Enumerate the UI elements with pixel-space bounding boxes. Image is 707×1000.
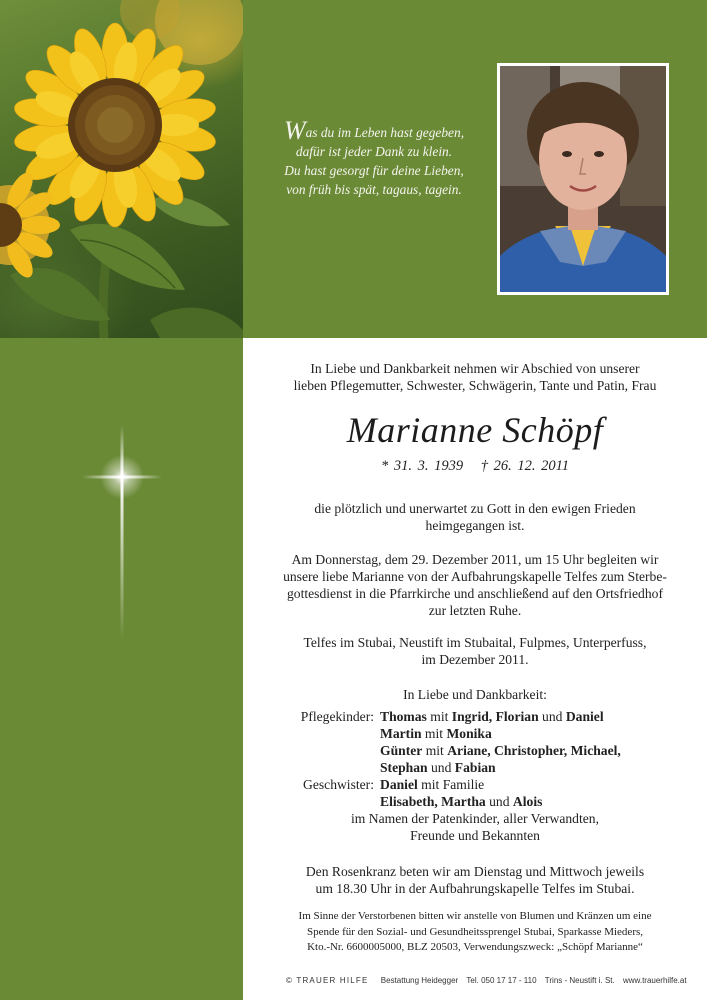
memorial-verse — [258, 116, 490, 199]
foster-conj: mit — [426, 709, 452, 724]
funeral-line-1: Am Donnerstag, dem 29. Dezember 2011, um 15 Uhr begleiten wir — [291, 552, 659, 567]
passing-line-1: die plötzlich und unerwartet zu Gott in den ewigen Frieden — [314, 501, 636, 516]
foster-label: Pflegekinder: — [300, 709, 374, 724]
sibling-entry — [380, 776, 707, 793]
footer-website-link[interactable]: www.trauerhilfe.at — [622, 976, 687, 985]
intro-text — [243, 360, 707, 394]
foster-name: Daniel — [565, 709, 604, 724]
foster-name: Günter — [380, 743, 423, 758]
foster-row-2 — [243, 725, 707, 742]
siblings-label: Geschwister: — [303, 777, 374, 792]
sibling-row-1 — [243, 776, 707, 793]
portrait-photo — [497, 63, 669, 295]
mourners-list — [243, 708, 707, 810]
foster-row-1 — [243, 708, 707, 725]
footer-brand: © TRAUER HILFE — [286, 976, 369, 985]
verse-line-4: von früh bis spät, tagaus, tagein. — [286, 182, 462, 197]
sunflower-illustration — [0, 0, 243, 338]
sibling-name: Alois — [512, 794, 543, 809]
foster-entry — [380, 759, 707, 776]
sibling-conj: mit Familie — [417, 777, 485, 792]
rosary-text — [243, 863, 707, 897]
label-spacer — [243, 725, 380, 742]
foster-row-4 — [243, 759, 707, 776]
footer-company: Bestattung Heidegger — [380, 976, 459, 985]
sibling-conj: und — [485, 794, 513, 809]
death-date: † 26. 12. 2011 — [480, 458, 570, 474]
closing-line-1: im Namen der Patenkinder, aller Verwandten, — [351, 811, 599, 826]
foster-row-3 — [243, 742, 707, 759]
obituary-text — [243, 338, 707, 1000]
sunflower-photo — [0, 0, 243, 338]
verse-line-1-rest: as du im Leben hast gegeben, — [305, 125, 465, 140]
verse-initial: W — [283, 116, 306, 145]
places-text — [243, 634, 707, 668]
foster-entry — [380, 725, 707, 742]
verse-line-3: Du hast gesorgt für deine Lieben, — [284, 163, 464, 178]
birth-date: * 31. 3. 1939 — [380, 458, 464, 474]
cross-star-icon — [80, 425, 164, 640]
places-line-1: Telfes im Stubai, Neustift im Stubaital, Fulpmes, Unterperfuss, — [303, 635, 647, 650]
sibling-name: Daniel — [380, 777, 418, 792]
life-dates — [243, 458, 707, 475]
label-spacer — [243, 793, 380, 810]
foster-conj: mit — [421, 726, 447, 741]
funeral-line-3: gottesdienst in die Pfarrkirche und anschließend auf den Ortsfriedhof — [287, 586, 663, 601]
intro-line-2: lieben Pflegemutter, Schwester, Schwägerin, Tante und Patin, Frau — [293, 378, 657, 393]
foster-conj: mit — [422, 743, 448, 758]
portrait-illustration — [500, 66, 666, 292]
foster-name: Martin — [380, 726, 422, 741]
closing-line-2: Freunde und Bekannten — [410, 828, 540, 843]
donation-line-3: Kto.-Nr. 6600005000, BLZ 20503, Verwendungszweck: „Schöpf Marianne“ — [307, 941, 643, 953]
places-line-2: im Dezember 2011. — [421, 652, 529, 667]
passing-line-2: heimgegangen ist. — [425, 518, 525, 533]
sibling-entry — [380, 793, 707, 810]
rosary-line-1: Den Rosenkranz beten wir am Dienstag und Mittwoch jeweils — [305, 864, 645, 879]
foster-name: Fabian — [454, 760, 496, 775]
passing-text — [243, 500, 707, 534]
donation-text — [243, 909, 707, 956]
sibling-name: Elisabeth, Martha — [380, 794, 486, 809]
deceased-name: Marianne Schöpf — [346, 410, 604, 450]
sibling-row-2 — [243, 793, 707, 810]
rosary-line-2: um 18.30 Uhr in der Aufbahrungskapelle Telfes im Stubai. — [315, 881, 635, 896]
cross-star-graphic — [80, 425, 164, 640]
foster-conj: und — [538, 709, 566, 724]
foster-name: Ariane, Christopher, Michael, — [447, 743, 621, 758]
footer — [286, 976, 706, 985]
foster-name: Thomas — [380, 709, 427, 724]
foster-name: Stephan — [380, 760, 428, 775]
mourners-closing — [243, 810, 707, 844]
donation-line-2: Spende für den Sozial- und Gesundheitssprengel Stubai, Sparkasse Mieders, — [306, 925, 644, 938]
funeral-text — [243, 551, 707, 619]
foster-name: Monika — [446, 726, 492, 741]
funeral-line-4: zur letzten Ruhe. — [428, 603, 522, 618]
foster-entry — [380, 742, 707, 759]
label-spacer — [243, 759, 380, 776]
label-spacer — [243, 742, 380, 759]
intro-line-1: In Liebe und Dankbarkeit nehmen wir Abschied von unserer — [310, 361, 640, 376]
donation-line-1: Im Sinne der Verstorbenen bitten wir anstelle von Blumen und Kränzen um eine — [298, 910, 652, 922]
foster-name: Ingrid, Florian — [451, 709, 539, 724]
verse-line-2: dafür ist jeder Dank zu klein. — [295, 144, 453, 159]
thanks-title: In Liebe und Dankbarkeit: — [403, 687, 547, 702]
verse-line-1 — [258, 116, 490, 145]
footer-place: Trins - Neustift i. St. — [544, 976, 615, 985]
foster-entry — [380, 708, 707, 725]
footer-phone: Tel. 050 17 17 - 110 — [466, 976, 537, 985]
funeral-line-2: unsere liebe Marianne von der Aufbahrungskapelle Telfes zum Sterbe- — [283, 569, 667, 584]
foster-conj: und — [427, 760, 455, 775]
